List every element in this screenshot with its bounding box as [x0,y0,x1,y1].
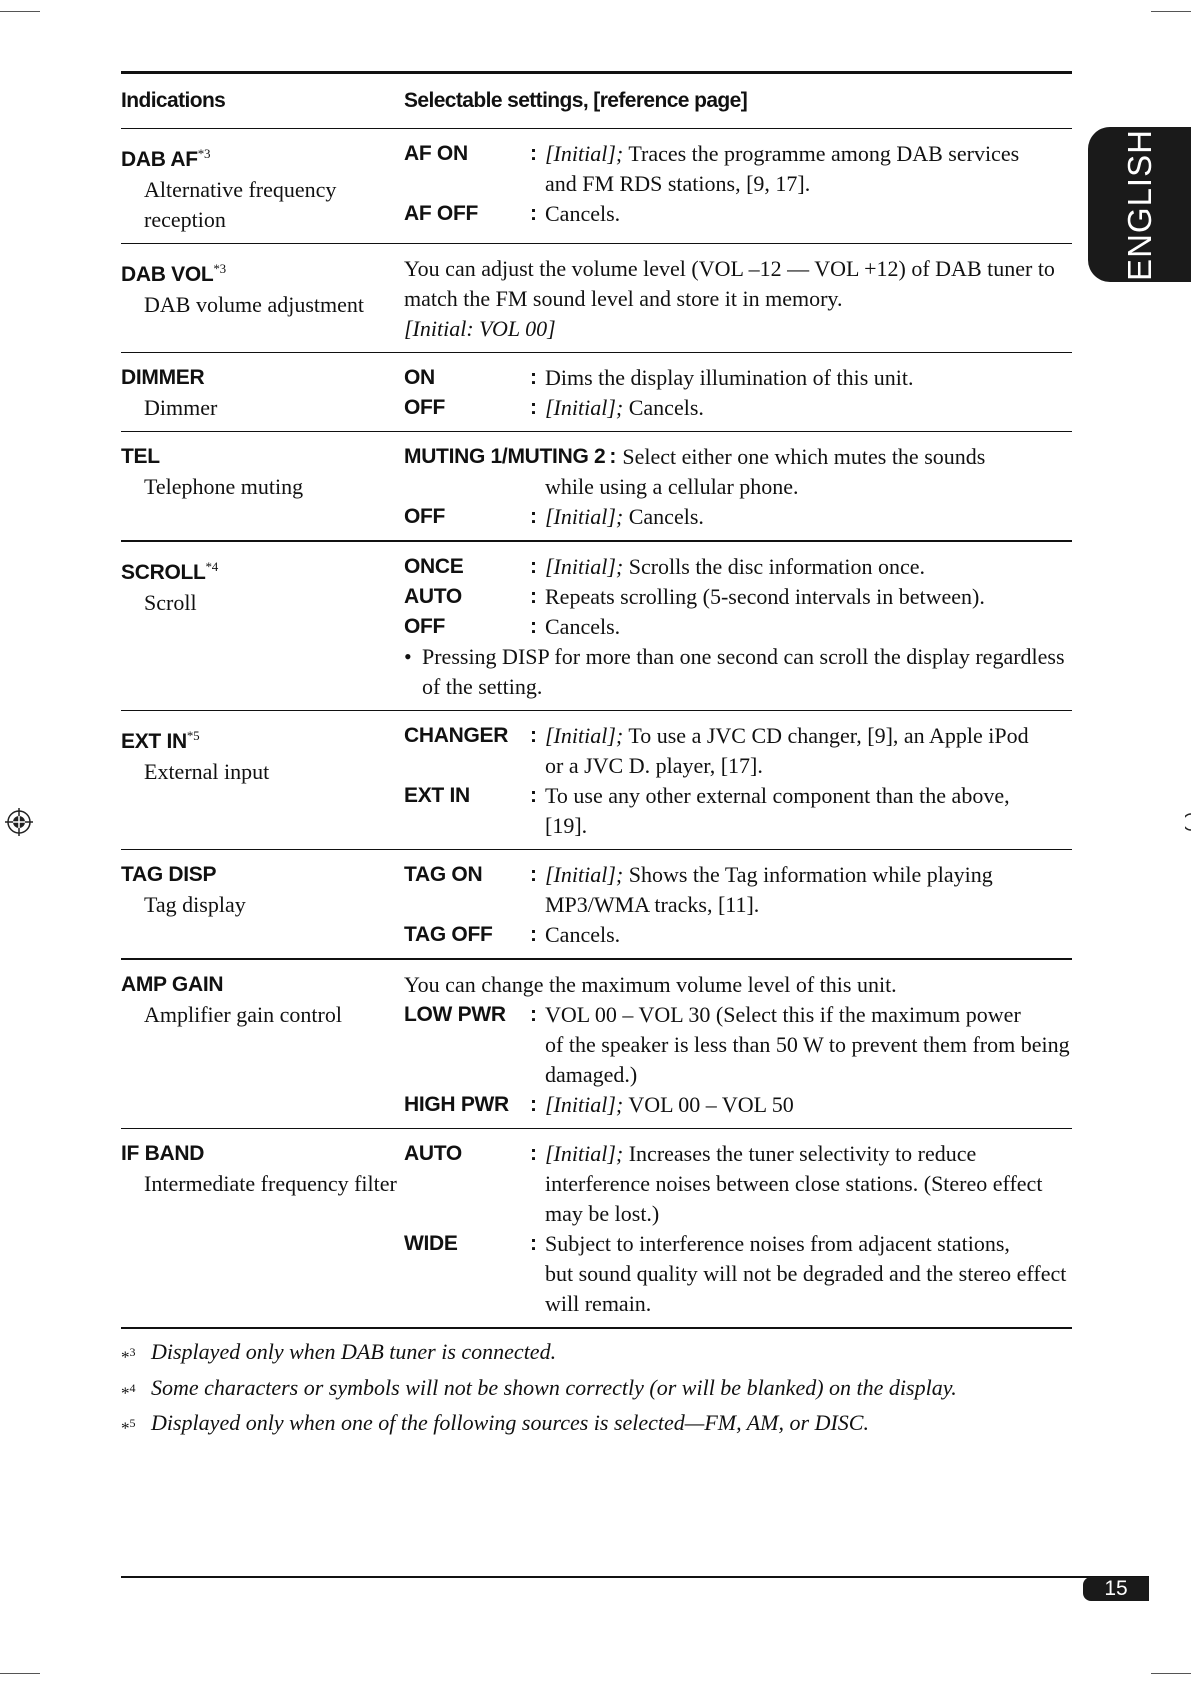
footnote [121,1373,1081,1409]
option-label: HIGH PWR [404,1093,509,1116]
indication-code: EXT IN$^{*5}$ [121,728,200,753]
option-continuation: of the speaker is less than 50 W to prevent them from being damaged.) [545,1032,1070,1087]
option-colon: : [530,784,537,807]
option-row [404,199,1072,229]
table-row [121,353,1072,432]
option-label: AF ON [404,142,468,165]
footnotes [121,1337,1081,1444]
option-text: Cancels. [545,201,621,226]
option-row [404,1090,1072,1120]
indication-code: DAB VOL$^{*3}$ [121,261,226,286]
indication-code: TAG DISP [121,863,217,886]
indication-desc: Amplifier gain control [144,1002,342,1027]
option-colon: : [530,1093,537,1116]
option-row [404,139,1072,169]
footnote [121,1337,1081,1373]
option-label: AUTO [404,1142,462,1165]
option-text: [Initial]; Traces the programme among DAB services [545,141,1020,166]
footnote-mark: *$^3$ [121,1345,136,1367]
header-indications: Indications [121,73,404,129]
table-row [121,1129,1072,1329]
indication-code: TEL [121,445,160,468]
language-tab-label: ENGLISH [1120,128,1158,281]
indication-desc: External input [144,759,270,784]
option-continuation: but sound quality will not be degraded and the stereo effect will remain. [545,1261,1067,1316]
crop-mark [1151,1673,1191,1674]
option-colon: : [530,505,537,528]
crop-mark [0,1673,40,1674]
table-header-row [121,73,1072,129]
option-text: [Initial]; Cancels. [545,504,704,529]
registration-mark-icon [1185,812,1191,832]
bullet-note: • Pressing DISP for more than one second can scroll the display regardless of the setting. [404,642,1072,702]
option-label: ON [404,366,435,389]
option-row [404,442,1072,472]
footnote-text: Displayed only when one of the following sources is selected—FM, AM, or DISC. [151,1410,869,1436]
footnote-mark: *$^5$ [121,1416,136,1438]
crop-mark [0,11,40,12]
option-colon: : [530,396,537,419]
indication-code: AMP GAIN [121,973,224,996]
option-label: LOW PWR [404,1003,506,1026]
option-colon: : [530,202,537,225]
option-continuation: or a JVC D. player, [17]. [545,753,763,778]
indication-desc: Alternative frequency reception [144,177,337,232]
option-continuation: while using a cellular phone. [545,474,799,499]
option-text: [Initial]; Cancels. [545,395,704,420]
option-text: To use any other external component than the above, [545,783,1010,808]
option-text: Subject to interference noises from adjacent stations, [545,1231,1010,1256]
option-label: CHANGER [404,724,509,747]
option-text: Select either one which mutes the sounds [622,444,986,469]
footnote-mark: *$^4$ [121,1380,136,1403]
option-continuation: and FM RDS stations, [9, 17]. [545,171,811,196]
option-row [404,612,1072,642]
option-label: MUTING 1/MUTING 2 [404,445,606,468]
table-row [121,850,1072,960]
indication-code: DIMMER [121,366,205,389]
footnote-text: Some characters or symbols will not be shown correctly (or will be blanked) on the display. [151,1374,957,1400]
option-colon: : [530,863,537,886]
crop-mark [1151,11,1191,12]
option-colon: : [530,923,537,946]
indication-desc: DAB volume adjustment [144,292,364,317]
bullet-icon: • [404,644,412,669]
indication-code: SCROLL$^{*4}$ [121,559,218,584]
setting-paragraph: You can adjust the volume level (VOL –12 — VOL +12) of DAB tuner to match the FM sound level and store it in memory. [404,256,1055,311]
registration-mark-icon [5,808,33,836]
option-colon: : [530,585,537,608]
option-row [404,582,1072,612]
indication-desc: Telephone muting [144,474,304,499]
option-text: Dims the display illumination of this unit. [545,365,914,390]
option-continuation: interference noises between close stations. (Stereo effect may be lost.) [545,1171,1043,1226]
option-label: ONCE [404,555,464,578]
footnote-ref: *3 [213,261,226,276]
indication-desc: Intermediate frequency filter [144,1171,397,1196]
indication-code: DAB AF$^{*3}$ [121,146,211,171]
option-row [404,860,1072,890]
option-label: TAG OFF [404,923,493,946]
table-row [121,244,1072,353]
option-text: VOL 00 – VOL 30 (Select this if the maximum power [545,1002,1021,1027]
option-row [404,393,1072,423]
option-text: [Initial]; Increases the tuner selectivity to reduce [545,1141,977,1166]
option-label: TAG ON [404,863,483,886]
table-row [121,959,1072,1129]
indication-desc: Scroll [144,590,197,615]
initial-value: [Initial: VOL 00] [404,316,556,341]
option-colon: : [530,1003,537,1026]
option-label: AUTO [404,585,462,608]
footnote-ref: *3 [197,146,211,161]
footnote-ref: *5 [186,728,200,743]
option-text: [Initial]; To use a JVC CD changer, [9], an Apple iPod [545,723,1029,748]
option-row [404,721,1072,751]
option-row [404,1000,1072,1030]
option-row [404,502,1072,532]
option-text: [Initial]; Shows the Tag information while playing [545,862,993,887]
footnote-ref: *4 [205,559,218,574]
option-label: WIDE [404,1232,458,1255]
option-label: AF OFF [404,202,479,225]
option-continuation: MP3/WMA tracks, [11]. [545,892,760,917]
option-colon: : [530,724,537,747]
option-continuation: [19]. [545,813,588,838]
option-colon: : [609,445,617,468]
settings-table [121,71,1072,1329]
option-label: OFF [404,396,446,419]
footer-rule [121,1576,1149,1578]
table-row [121,541,1072,711]
footnote-text: Displayed only when DAB tuner is connected. [151,1339,557,1364]
header-settings: Selectable settings, [reference page] [404,73,1072,129]
indication-desc: Tag display [144,892,246,917]
option-text: [Initial]; Scrolls the disc information once. [545,554,926,579]
indication-code: IF BAND [121,1142,205,1165]
option-label: OFF [404,505,446,528]
option-colon: : [530,615,537,638]
option-text: Cancels. [545,922,621,947]
option-colon: : [530,366,537,389]
page-number: 15 [1083,1577,1149,1601]
option-colon: : [530,1232,537,1255]
option-label: OFF [404,615,446,638]
table-row [121,432,1072,542]
indication-desc: Dimmer [144,395,218,420]
table-row [121,711,1072,850]
setting-paragraph: You can change the maximum volume level of this unit. [404,972,897,997]
option-label: EXT IN [404,784,470,807]
option-row [404,1229,1072,1259]
option-colon: : [530,1142,537,1165]
option-row [404,920,1072,950]
footnote [121,1408,1081,1444]
option-colon: : [530,555,537,578]
option-text: Repeats scrolling (5-second intervals in between). [545,584,985,609]
language-tab [1088,127,1191,282]
option-row [404,781,1072,811]
option-text: [Initial]; VOL 00 – VOL 50 [545,1092,794,1117]
option-row [404,552,1072,582]
option-row [404,363,1072,393]
option-colon: : [530,142,537,165]
option-text: Cancels. [545,614,621,639]
option-row [404,1139,1072,1169]
table-row [121,129,1072,244]
